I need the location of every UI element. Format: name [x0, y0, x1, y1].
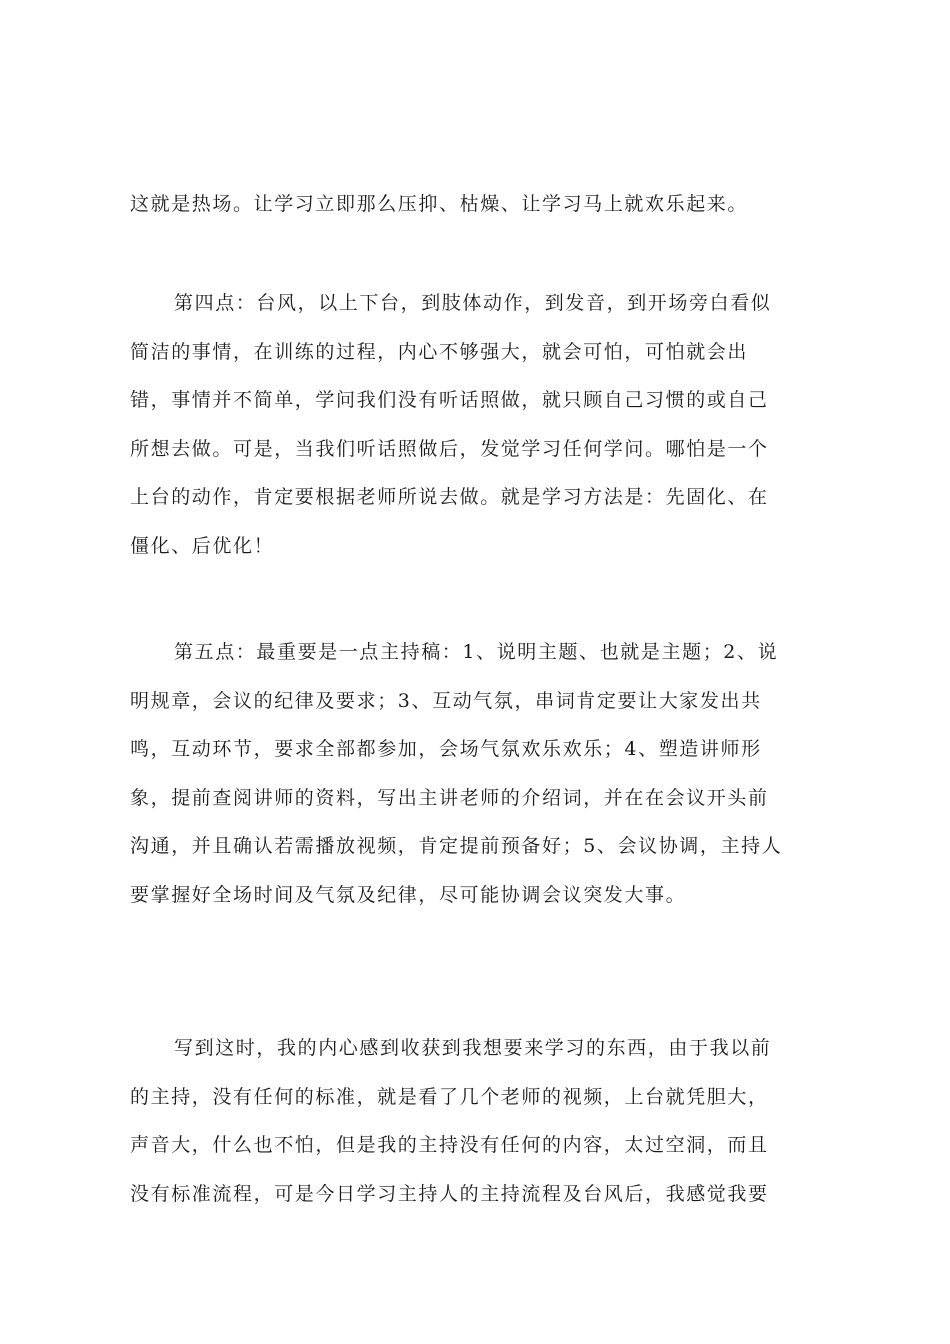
text-line: 第五点：最重要是一点主持稿：1、说明主题、也就是主题；2、说: [174, 641, 779, 663]
text-line: 象，提前查阅讲师的资料，写出主讲老师的介绍词，并在在会议开头前: [130, 786, 769, 809]
text-line: 第四点：台风，以上下台，到肢体动作，到发音，到开场旁白看似: [174, 292, 772, 314]
text-line: 沟通，并且确认若需播放视频，肯定提前预备好；5、会议协调，主持人: [130, 835, 783, 858]
text-line: 声音大，什么也不怕，但是我的主持没有任何的内容，太过空洞，而且: [130, 1134, 769, 1157]
text-line: 没有标准流程，可是今日学习主持人的主持流程及台风后，我感觉我要: [130, 1182, 769, 1205]
text-line: 鸣，互动环节，要求全部都参加，会场气氛欢乐欢乐；4、塑造讲师形: [130, 738, 762, 761]
paragraph-point-five: [130, 640, 830, 907]
text-line: 上台的动作，肯定要根据老师所说去做。就是学习方法是：先固化、在: [130, 486, 769, 509]
text-line: 这就是热场。让学习立即那么压抑、枯燥、让学习马上就欢乐起来。: [130, 193, 749, 215]
text-line: 明规章，会议的纪律及要求；3、互动气氛，串词肯定要让大家发出共: [130, 689, 762, 712]
text-line: 写到这时，我的内心感到收获到我想要来学习的东西，由于我以前: [174, 1037, 772, 1059]
text-line: 所想去做。可是，当我们听话照做后，发觉学习任何学问。哪怕是一个: [130, 437, 769, 460]
paragraph-point-four: [130, 291, 830, 558]
paragraph-warmup: [130, 192, 830, 216]
text-line: 要掌握好全场时间及气氛及纪律，尽可能协调会议突发大事。: [130, 883, 687, 906]
text-line: 的主持，没有任何的标准，就是看了几个老师的视频，上台就凭胆大，: [130, 1085, 769, 1108]
text-line: 错，事情并不简单，学问我们没有听话照做，就只顾自己习惯的或自己: [130, 389, 769, 412]
text-line: 简洁的事情，在训练的过程，内心不够强大，就会可怕，可怕就会出: [130, 340, 749, 363]
text-line: 僵化、后优化！: [130, 534, 275, 557]
paragraph-reflection: [130, 1036, 830, 1206]
